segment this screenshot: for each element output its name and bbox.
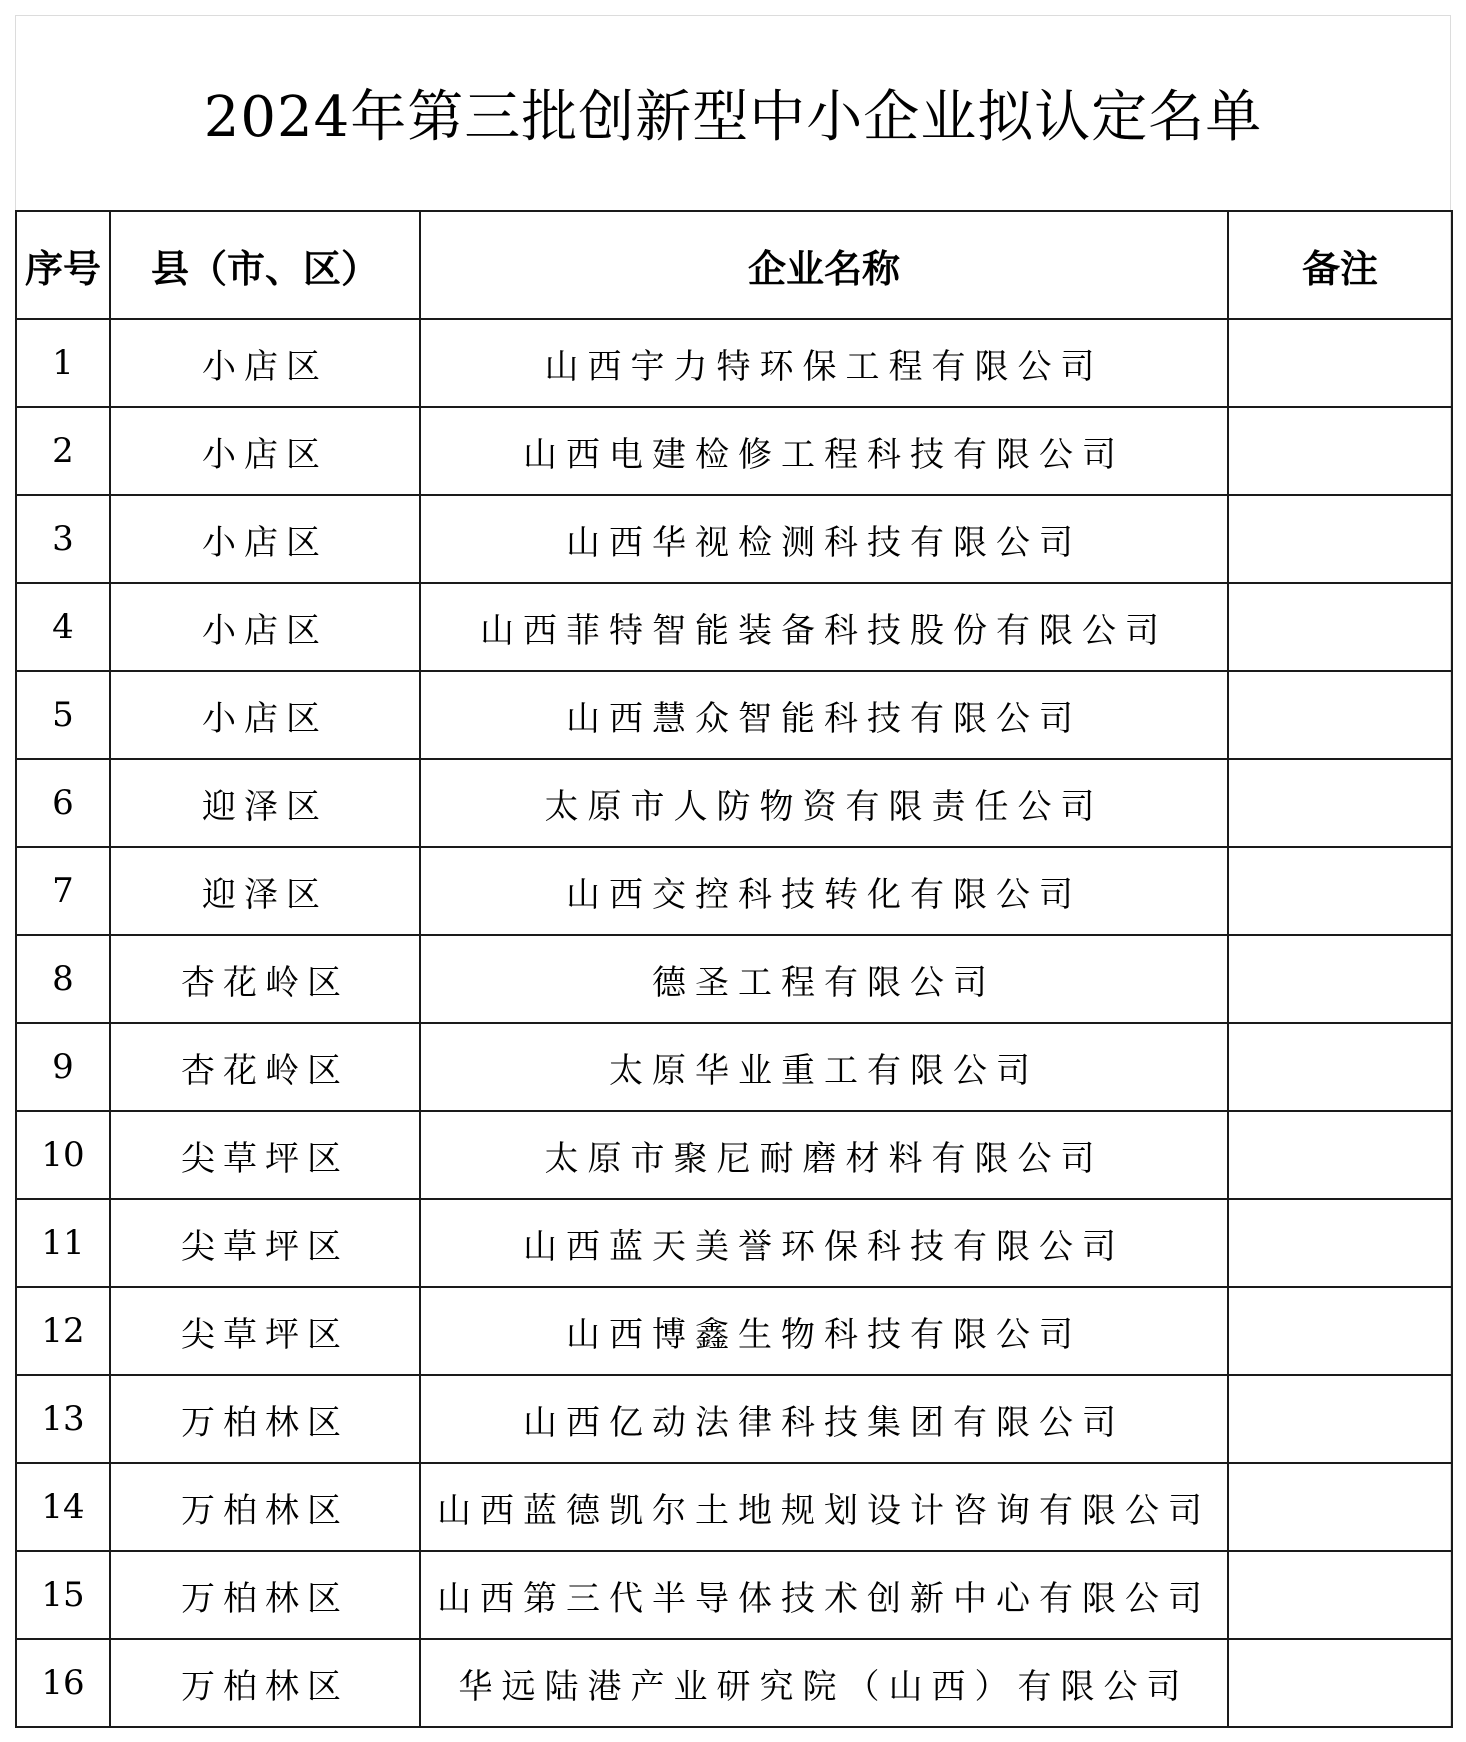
row-company-name: 山西博鑫生物科技有限公司 — [420, 1287, 1228, 1375]
header-remarks: 备注 — [1228, 211, 1452, 319]
row-remarks — [1228, 407, 1452, 495]
row-remarks — [1228, 847, 1452, 935]
header-row — [16, 211, 1452, 319]
row-serial-number: 12 — [16, 1287, 110, 1375]
document-title: 2024年第三批创新型中小企业拟认定名单 — [203, 85, 1263, 150]
row-serial-number: 4 — [16, 583, 110, 671]
table-row — [16, 847, 1452, 935]
row-company-name: 山西菲特智能装备科技股份有限公司 — [420, 583, 1228, 671]
row-county: 万柏林区 — [110, 1463, 420, 1551]
row-serial-number: 1 — [16, 319, 110, 407]
header-serial-number: 序号 — [16, 211, 110, 319]
table-row — [16, 1287, 1452, 1375]
row-remarks — [1228, 1551, 1452, 1639]
row-company-name: 山西交控科技转化有限公司 — [420, 847, 1228, 935]
row-county: 杏花岭区 — [110, 1023, 420, 1111]
table-row — [16, 1551, 1452, 1639]
row-serial-number: 10 — [16, 1111, 110, 1199]
table-header — [16, 211, 1452, 319]
table-row — [16, 1639, 1452, 1727]
row-serial-number: 8 — [16, 935, 110, 1023]
row-remarks — [1228, 583, 1452, 671]
row-remarks — [1228, 1111, 1452, 1199]
row-county: 小店区 — [110, 319, 420, 407]
row-remarks — [1228, 935, 1452, 1023]
row-county: 万柏林区 — [110, 1375, 420, 1463]
row-remarks — [1228, 319, 1452, 407]
row-remarks — [1228, 1375, 1452, 1463]
row-remarks — [1228, 1199, 1452, 1287]
header-county: 县（市、区） — [110, 211, 420, 319]
table-row — [16, 1463, 1452, 1551]
header-company-name: 企业名称 — [420, 211, 1228, 319]
row-county: 迎泽区 — [110, 847, 420, 935]
row-county: 尖草坪区 — [110, 1199, 420, 1287]
table-row — [16, 1023, 1452, 1111]
table-row — [16, 319, 1452, 407]
table-row — [16, 1111, 1452, 1199]
table-row — [16, 1375, 1452, 1463]
row-county: 小店区 — [110, 495, 420, 583]
row-company-name: 德圣工程有限公司 — [420, 935, 1228, 1023]
row-serial-number: 3 — [16, 495, 110, 583]
row-county: 杏花岭区 — [110, 935, 420, 1023]
row-serial-number: 13 — [16, 1375, 110, 1463]
row-company-name: 山西亿动法律科技集团有限公司 — [420, 1375, 1228, 1463]
row-serial-number: 14 — [16, 1463, 110, 1551]
table-row — [16, 407, 1452, 495]
row-county: 万柏林区 — [110, 1551, 420, 1639]
row-remarks — [1228, 1287, 1452, 1375]
row-serial-number: 2 — [16, 407, 110, 495]
company-roster-table — [15, 210, 1453, 1728]
row-county: 尖草坪区 — [110, 1287, 420, 1375]
table-row — [16, 583, 1452, 671]
row-company-name: 山西蓝天美誉环保科技有限公司 — [420, 1199, 1228, 1287]
row-remarks — [1228, 1639, 1452, 1727]
row-county: 万柏林区 — [110, 1639, 420, 1727]
row-company-name: 华远陆港产业研究院（山西）有限公司 — [420, 1639, 1228, 1727]
row-serial-number: 6 — [16, 759, 110, 847]
row-company-name: 太原华业重工有限公司 — [420, 1023, 1228, 1111]
row-serial-number: 15 — [16, 1551, 110, 1639]
row-serial-number: 11 — [16, 1199, 110, 1287]
table-body — [16, 319, 1452, 1727]
row-company-name: 太原市聚尼耐磨材料有限公司 — [420, 1111, 1228, 1199]
row-remarks — [1228, 495, 1452, 583]
row-company-name: 山西慧众智能科技有限公司 — [420, 671, 1228, 759]
table-row — [16, 495, 1452, 583]
row-serial-number: 7 — [16, 847, 110, 935]
row-company-name: 山西宇力特环保工程有限公司 — [420, 319, 1228, 407]
row-company-name: 山西蓝德凯尔土地规划设计咨询有限公司 — [420, 1463, 1228, 1551]
row-remarks — [1228, 759, 1452, 847]
row-remarks — [1228, 1463, 1452, 1551]
table-row — [16, 759, 1452, 847]
row-county: 小店区 — [110, 583, 420, 671]
table-row — [16, 935, 1452, 1023]
row-remarks — [1228, 671, 1452, 759]
row-serial-number: 16 — [16, 1639, 110, 1727]
table-row — [16, 1199, 1452, 1287]
table-row — [16, 671, 1452, 759]
row-company-name: 山西华视检测科技有限公司 — [420, 495, 1228, 583]
row-serial-number: 5 — [16, 671, 110, 759]
row-county: 小店区 — [110, 671, 420, 759]
row-county: 小店区 — [110, 407, 420, 495]
document-sheet — [15, 15, 1451, 1727]
row-company-name: 山西第三代半导体技术创新中心有限公司 — [420, 1551, 1228, 1639]
row-company-name: 太原市人防物资有限责任公司 — [420, 759, 1228, 847]
row-remarks — [1228, 1023, 1452, 1111]
row-county: 迎泽区 — [110, 759, 420, 847]
row-company-name: 山西电建检修工程科技有限公司 — [420, 407, 1228, 495]
row-serial-number: 9 — [16, 1023, 110, 1111]
row-county: 尖草坪区 — [110, 1111, 420, 1199]
